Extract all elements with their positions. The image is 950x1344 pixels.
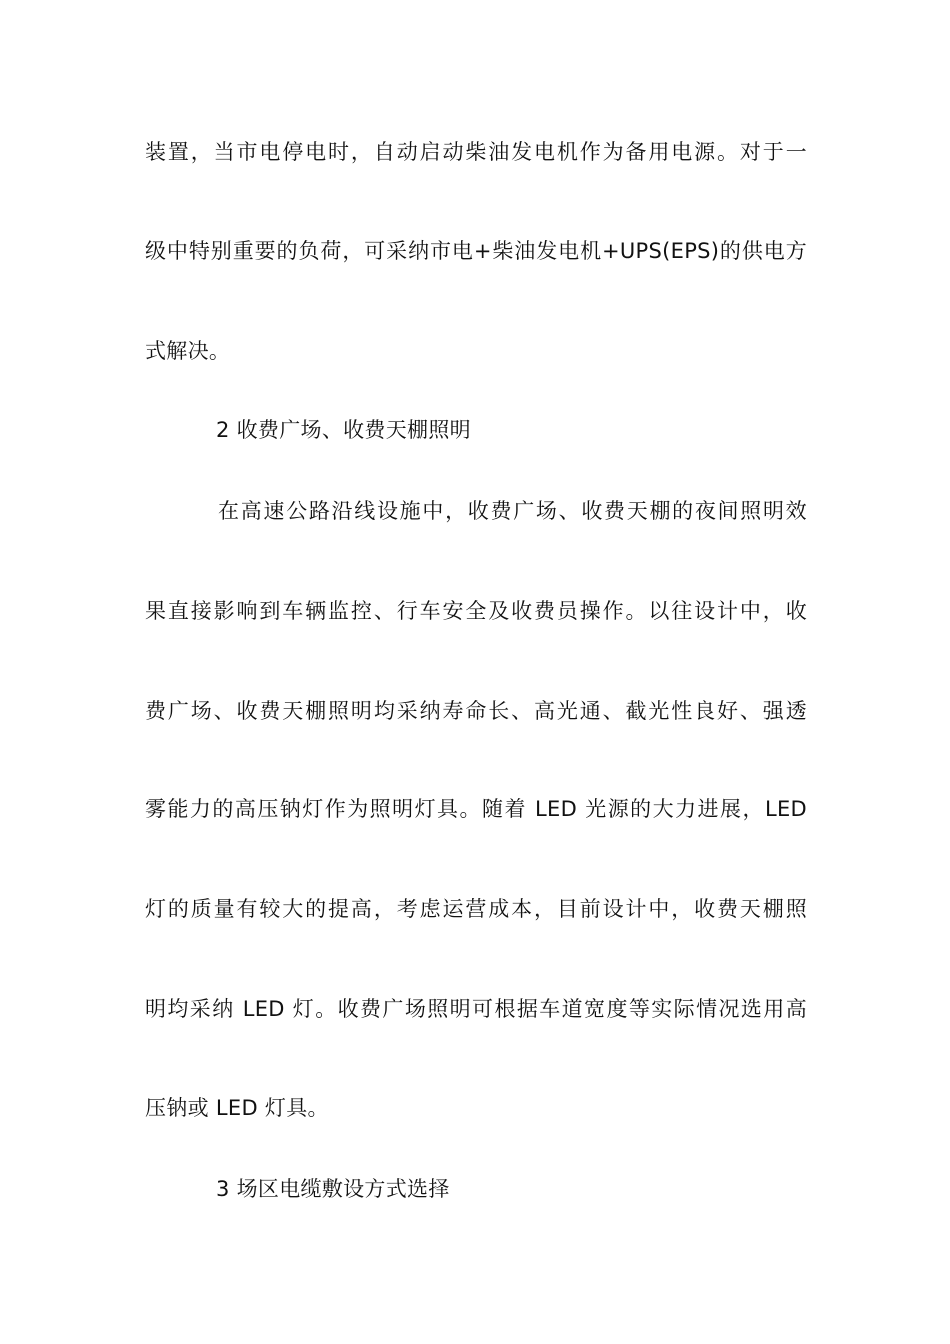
section-heading-2: 2 收费广场、收费天棚照明 bbox=[216, 418, 471, 442]
paragraph-line-1: 装置，当市电停电时，自动启动柴油发电机作为备用电源。对于一 bbox=[145, 140, 807, 164]
paragraph-line-2: 级中特别重要的负荷，可采纳市电+柴油发电机+UPS(EPS)的供电方 bbox=[145, 239, 807, 263]
paragraph-line-8: 灯的质量有较大的提高，考虑运营成本，目前设计中，收费天棚照 bbox=[145, 897, 807, 921]
paragraph-line-10: 压钠或 LED 灯具。 bbox=[145, 1096, 329, 1120]
paragraph-line-4: 在高速公路沿线设施中，收费广场、收费天棚的夜间照明效 bbox=[218, 499, 807, 523]
paragraph-line-3: 式解决。 bbox=[145, 339, 231, 363]
paragraph-line-9: 明均采纳 LED 灯。收费广场照明可根据车道宽度等实际情况选用高 bbox=[145, 997, 807, 1021]
paragraph-line-5: 果直接影响到车辆监控、行车安全及收费员操作。以往设计中，收 bbox=[145, 599, 807, 623]
paragraph-line-7: 雾能力的高压钠灯作为照明灯具。随着 LED 光源的大力进展，LED bbox=[145, 797, 807, 821]
section-heading-3: 3 场区电缆敷设方式选择 bbox=[216, 1177, 450, 1201]
paragraph-line-6: 费广场、收费天棚照明均采纳寿命长、高光通、截光性良好、强透 bbox=[145, 699, 807, 723]
